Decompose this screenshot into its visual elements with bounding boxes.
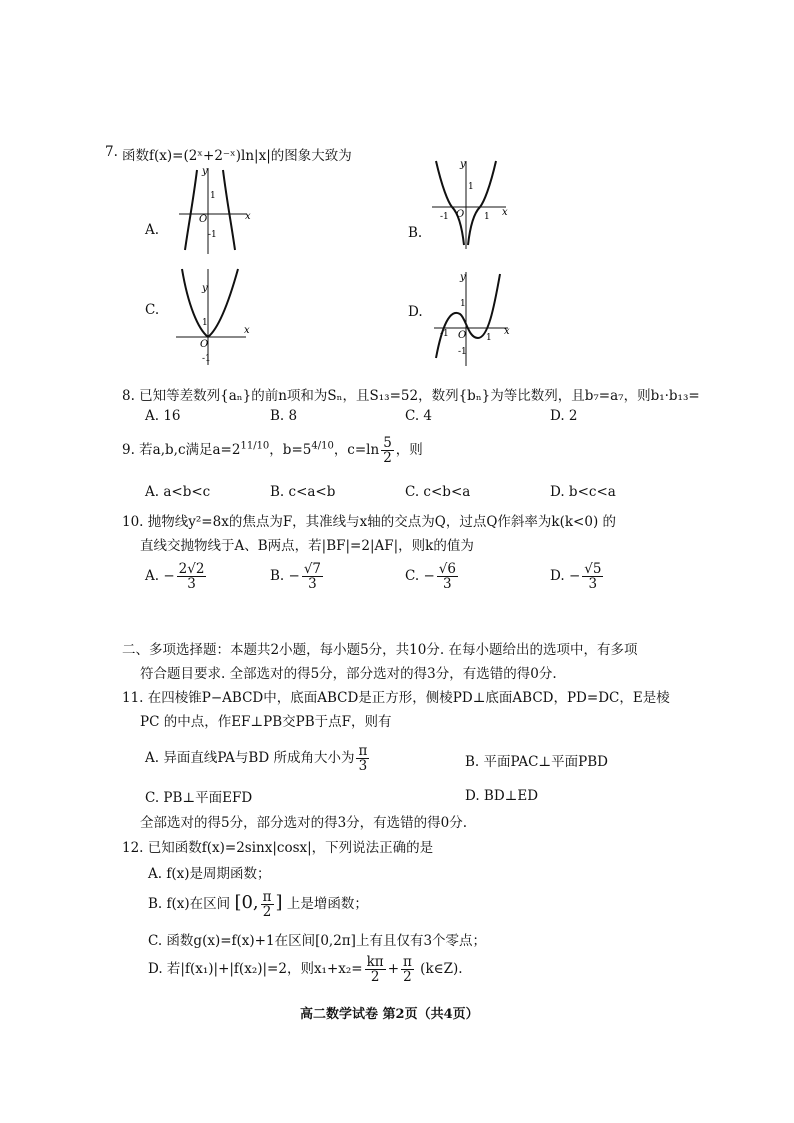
svg-text:x: x	[244, 325, 250, 336]
q10-option-b: B. − $\frac{√7}{3}$	[270, 561, 322, 593]
q11-option-a: A. 异面直线PA与BD 所成角大小为 $\frac{\pi}{3}$	[145, 743, 368, 775]
q9-option-d: D. b<c<a	[550, 484, 616, 500]
q12-option-b: B. f(x)在区间 [0, $\frac{\pi}{2}$ ] 上是增函数；	[148, 889, 368, 921]
svg-text:x: x	[502, 207, 508, 218]
q11-option-c: C. PB⊥平面EFD	[145, 790, 253, 806]
svg-text:O: O	[456, 209, 465, 220]
svg-text:-1: -1	[440, 212, 449, 222]
q7-option-b-label: B.	[408, 225, 423, 241]
svg-text:1: 1	[460, 299, 466, 309]
q7-graph-c	[172, 265, 252, 367]
q8-option-d: D. 2	[550, 408, 578, 424]
q7-option-c-label: C.	[145, 302, 160, 318]
q7-stem: 函数f(x)=(2ˣ+2⁻ˣ)ln|x|的图象大致为	[122, 148, 352, 164]
q9-stem: 9. 若a,b,c满足$a=2^{11/10}$，$b=5^{4/10}$，c=ln $\frac{5}{2}$ ，则	[122, 435, 423, 467]
page-footer: 高二数学试卷 第2页（共4页）	[300, 1007, 479, 1022]
svg-text:y: y	[202, 283, 208, 294]
svg-text:-1: -1	[440, 329, 449, 339]
svg-text:1: 1	[484, 212, 490, 222]
q11-line2: PC 的中点，作EF⊥PB交PB于点F，则有	[140, 714, 392, 730]
q12-stem: 12. 已知函数f(x)=2sinx|cosx|，下列说法正确的是	[122, 840, 434, 856]
q12-option-c: C. 函数g(x)=f(x)+1在区间[0,2π]上有且仅有3个零点；	[148, 933, 487, 949]
q12-option-a: A. f(x)是周期函数；	[148, 866, 271, 882]
section2-line2: 符合题目要求. 全部选对的得5分，部分选对的得3分，有选错的得0分.	[140, 666, 557, 682]
q8-option-c: C. 4	[405, 408, 433, 424]
axis-x-label: x	[245, 211, 251, 222]
svg-text:y: y	[460, 159, 466, 170]
q9-option-b: B. c<a<b	[270, 484, 336, 500]
q7-option-a-label: A.	[145, 222, 160, 238]
q8-option-a: A. 16	[145, 408, 181, 424]
q8-option-b: B. 8	[270, 408, 298, 424]
q11-option-d: D. BD⊥ED	[465, 788, 539, 804]
svg-text:O: O	[200, 339, 209, 350]
svg-text:1: 1	[486, 333, 492, 343]
q7-option-d-label: D.	[408, 304, 423, 320]
q10-line1: 10. 抛物线y²=8x的焦点为F，其准线与x轴的交点为Q，过点Q作斜率为k(k<0) 的	[122, 514, 617, 530]
q8-stem: 8. 已知等差数列{aₙ}的前n项和为Sₙ，且S₁₃=52，数列{bₙ}为等比数列，且b₇=a₇，则b₁·b₁₃=	[122, 388, 700, 404]
q7-number: 7.	[105, 144, 118, 160]
axis-y-label: y	[202, 166, 208, 177]
q9-option-c: C. c<b<a	[405, 484, 471, 500]
q10-option-c: C. − $\frac{√6}{3}$	[405, 561, 456, 593]
svg-text:-1: -1	[202, 354, 211, 364]
svg-text:-1: -1	[208, 230, 217, 240]
q7-graph-d	[430, 268, 512, 368]
q10-option-a: A. − $\frac{2√2}{3}$	[145, 561, 205, 593]
svg-text:1: 1	[202, 318, 208, 328]
svg-text:O: O	[199, 214, 208, 225]
q7-graph-b	[428, 157, 510, 252]
q11-line1: 11. 在四棱锥P−ABCD中，底面ABCD是正方形，侧棱PD⊥底面ABCD，PD=DC，E是棱	[122, 690, 670, 706]
svg-text:1: 1	[468, 182, 474, 192]
svg-text:x: x	[504, 326, 510, 337]
svg-text:-1: -1	[458, 347, 467, 357]
q10-option-d: D. − $\frac{√5}{3}$	[550, 561, 602, 593]
q7-graph-a	[175, 162, 255, 257]
svg-text:1: 1	[210, 191, 216, 201]
q11-note: 全部选对的得5分，部分选对的得3分，有选错的得0分.	[140, 815, 468, 831]
q9-option-a: A. a<b<c	[145, 484, 211, 500]
section2-line1: 二、多项选择题：本题共2小题，每小题5分，共10分. 在每小题给出的选项中，有多项	[122, 642, 638, 658]
svg-text:y: y	[460, 272, 466, 283]
q12-option-d: D. 若|f(x₁)|+|f(x₂)|=2，则x₁+x₂= $\frac{k\pi}{2}$ + $\frac{\pi}{2}$ (k∈Z).	[148, 954, 463, 986]
svg-text:O: O	[458, 330, 467, 341]
q10-line2: 直线交抛物线于A、B两点，若|BF|=2|AF|，则k的值为	[140, 538, 474, 554]
q11-option-b: B. 平面PAC⊥平面PBD	[465, 754, 608, 770]
